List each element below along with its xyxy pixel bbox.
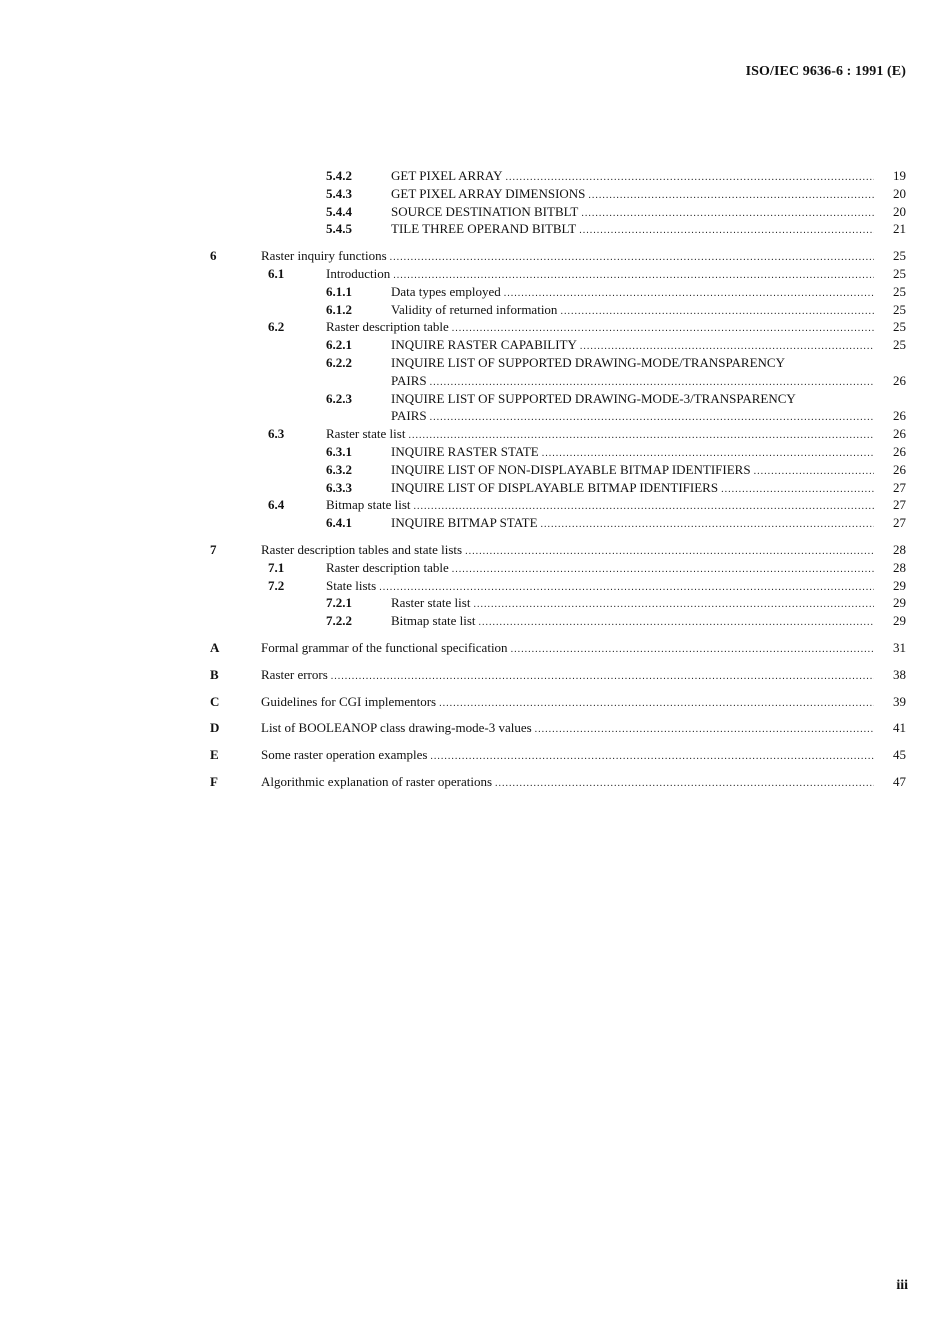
- toc-entry-number: E: [210, 747, 219, 763]
- toc-entry-title: GET PIXEL ARRAY: [391, 168, 503, 183]
- toc-entry-title-line: [391, 514, 874, 534]
- toc-entry[interactable]: [0, 746, 950, 764]
- dot-leader: [535, 721, 874, 739]
- toc-entry[interactable]: [0, 612, 950, 630]
- toc-entry[interactable]: [0, 390, 950, 408]
- toc-entry-page: 26: [893, 372, 906, 388]
- toc-entry-number: 7.2.2: [326, 613, 352, 629]
- dot-leader: [479, 614, 875, 632]
- toc-entry[interactable]: [0, 425, 950, 443]
- toc-entry[interactable]: [0, 693, 950, 711]
- dot-leader: [579, 222, 874, 240]
- toc-entry-page: 25: [893, 283, 906, 299]
- toc-entry-number: 7.2: [268, 577, 285, 593]
- toc-entry-title: Some raster operation examples: [261, 747, 428, 763]
- toc-entry-title-line: [391, 612, 874, 632]
- toc-entry[interactable]: [0, 336, 950, 354]
- toc-entry[interactable]: [0, 666, 950, 684]
- toc-entry-number: 6.4.1: [326, 515, 352, 531]
- toc-entry-title: Guidelines for CGI implementors: [261, 693, 437, 709]
- toc-entry[interactable]: [0, 461, 950, 479]
- toc-entry-page: 27: [893, 479, 906, 495]
- document-header: ISO/IEC 9636-6 : 1991 (E): [745, 64, 906, 79]
- toc-entry-title: INQUIRE LIST OF DISPLAYABLE BITMAP IDENTIFIERS: [391, 479, 719, 495]
- page-number: iii: [896, 1278, 908, 1293]
- toc-entry[interactable]: [0, 577, 950, 595]
- toc-entry-number: 6.3: [268, 426, 285, 442]
- toc-entry-number: 6.2.2: [326, 354, 352, 370]
- toc-entry[interactable]: [0, 203, 950, 221]
- toc-entry-number: 7: [210, 541, 217, 557]
- toc-entry-number: F: [210, 773, 218, 789]
- toc-entry-number: 6.1.2: [326, 301, 352, 317]
- toc-entry[interactable]: [0, 514, 950, 532]
- toc-entry-number: 6: [210, 248, 217, 264]
- toc-entry[interactable]: [0, 719, 950, 737]
- toc-entry-page: 26: [893, 426, 906, 442]
- toc-entry-page: 27: [893, 515, 906, 531]
- toc-entry-title: INQUIRE LIST OF NON-DISPLAYABLE BITMAP IDENTIFIERS: [391, 461, 751, 477]
- toc-entry-number: 5.4.3: [326, 185, 352, 201]
- toc-entry-number: 6.3.3: [326, 479, 352, 495]
- toc-entry-title-line: [261, 639, 874, 659]
- dot-leader: [439, 695, 874, 713]
- toc-entry-page: 26: [893, 408, 906, 424]
- toc-entry-title: State lists: [326, 577, 377, 593]
- toc-entry[interactable]: [0, 443, 950, 461]
- dot-leader: [511, 641, 874, 659]
- toc-entry-page: 29: [893, 577, 906, 593]
- toc-entry[interactable]: [0, 185, 950, 203]
- toc-entry-title: Validity of returned information: [391, 301, 558, 317]
- toc-entry-title: Raster state list: [326, 426, 406, 442]
- toc-entry[interactable]: [0, 283, 950, 301]
- toc-entry-title-line: [261, 719, 874, 739]
- toc-entry[interactable]: [0, 265, 950, 283]
- toc-entry-page: 39: [893, 693, 906, 709]
- toc-entry-title: Raster description table: [326, 559, 449, 575]
- toc-entry-title-line: [261, 746, 874, 766]
- toc-entry-number: 5.4.5: [326, 221, 352, 237]
- toc-entry-number: 6.3.2: [326, 461, 352, 477]
- toc-entry-page: 25: [893, 248, 906, 264]
- toc-entry[interactable]: [0, 372, 950, 390]
- toc-entry-title: Bitmap state list: [391, 613, 476, 629]
- toc-entry-title-line: [391, 390, 874, 408]
- toc-entry-number: B: [210, 666, 219, 682]
- toc-entry-title-line: [261, 666, 874, 686]
- toc-entry-page: 28: [893, 541, 906, 557]
- toc-entry-title: Raster description table: [326, 319, 449, 335]
- dot-leader: [430, 748, 874, 766]
- dot-leader: [541, 516, 874, 534]
- toc-entry-title: Data types employed: [391, 283, 501, 299]
- toc-entry-number: 6.3.1: [326, 443, 352, 459]
- toc-entry-title: Raster description tables and state lists: [261, 541, 463, 557]
- toc-entry-title: Algorithmic explanation of raster operations: [261, 773, 493, 789]
- toc-entry-number: 6.2.3: [326, 390, 352, 406]
- toc-entry-page: 28: [893, 559, 906, 575]
- toc-entry-title-line: [261, 693, 874, 713]
- toc-entry[interactable]: [0, 594, 950, 612]
- toc-entry[interactable]: [0, 354, 950, 372]
- toc-entry-title: TILE THREE OPERAND BITBLT: [391, 221, 577, 237]
- table-of-contents: [0, 167, 950, 791]
- toc-entry-title: Raster errors: [261, 666, 328, 682]
- toc-entry[interactable]: [0, 318, 950, 336]
- toc-entry-page: 41: [893, 720, 906, 736]
- toc-entry-page: 20: [893, 203, 906, 219]
- toc-entry-page: 25: [893, 319, 906, 335]
- toc-entry-page: 25: [893, 265, 906, 281]
- toc-entry-title: PAIRS: [391, 408, 427, 424]
- toc-entry-title: INQUIRE LIST OF SUPPORTED DRAWING-MODE/TRANSPARENCY: [391, 354, 785, 370]
- toc-entry[interactable]: [0, 301, 950, 319]
- toc-entry-number: 7.1: [268, 559, 285, 575]
- toc-entry-page: 21: [893, 221, 906, 237]
- toc-entry[interactable]: [0, 496, 950, 514]
- toc-entry-title: Raster state list: [391, 595, 471, 611]
- toc-entry-page: 20: [893, 185, 906, 201]
- toc-entry-page: 26: [893, 461, 906, 477]
- toc-entry-page: 31: [893, 639, 906, 655]
- toc-entry-number: 5.4.2: [326, 168, 352, 183]
- toc-entry[interactable]: [0, 479, 950, 497]
- toc-entry-page: 25: [893, 337, 906, 353]
- toc-entry-number: 7.2.1: [326, 595, 352, 611]
- toc-entry-number: C: [210, 693, 220, 709]
- toc-entry-number: 6.4: [268, 497, 285, 513]
- toc-entry-title: INQUIRE LIST OF SUPPORTED DRAWING-MODE-3/TRANSPARENCY: [391, 390, 796, 406]
- toc-entry-number: 6.1: [268, 265, 285, 281]
- toc-entry[interactable]: [0, 407, 950, 425]
- toc-entry-page: 47: [893, 773, 906, 789]
- toc-entry-title: SOURCE DESTINATION BITBLT: [391, 203, 579, 219]
- dot-leader: [331, 668, 874, 686]
- toc-entry-page: 38: [893, 666, 906, 682]
- toc-entry-page: 29: [893, 613, 906, 629]
- toc-entry-title-line: [261, 773, 874, 793]
- toc-entry-page: 29: [893, 595, 906, 611]
- toc-entry-title: Raster inquiry functions: [261, 248, 387, 264]
- toc-entry-number: 6.2.1: [326, 337, 352, 353]
- toc-entry-title: Formal grammar of the functional specification: [261, 639, 508, 655]
- toc-entry-number: 6.1.1: [326, 283, 352, 299]
- toc-entry-title-line: [391, 220, 874, 240]
- dot-leader: [495, 775, 874, 793]
- toc-entry-title-line: [391, 354, 874, 372]
- toc-entry-title: GET PIXEL ARRAY DIMENSIONS: [391, 185, 586, 201]
- toc-entry[interactable]: [0, 773, 950, 791]
- toc-entry-number: 5.4.4: [326, 203, 352, 219]
- toc-entry[interactable]: [0, 639, 950, 657]
- toc-entry-page: 27: [893, 497, 906, 513]
- toc-entry[interactable]: [0, 559, 950, 577]
- toc-entry[interactable]: [0, 541, 950, 559]
- toc-entry-page: 25: [893, 301, 906, 317]
- toc-entry-page: 45: [893, 747, 906, 763]
- toc-entry-title: INQUIRE RASTER STATE: [391, 443, 539, 459]
- toc-entry[interactable]: [0, 247, 950, 265]
- toc-entry-title: INQUIRE BITMAP STATE: [391, 515, 538, 531]
- toc-entry[interactable]: [0, 220, 950, 238]
- toc-entry-title: PAIRS: [391, 372, 427, 388]
- toc-entry-title: Introduction: [326, 265, 391, 281]
- toc-entry-title: INQUIRE RASTER CAPABILITY: [391, 337, 577, 353]
- toc-entry-title: Bitmap state list: [326, 497, 411, 513]
- toc-entry[interactable]: [0, 167, 950, 185]
- toc-entry-number: D: [210, 720, 220, 736]
- toc-entry-page: 26: [893, 443, 906, 459]
- toc-entry-number: A: [210, 639, 220, 655]
- toc-entry-title: List of BOOLEANOP class drawing-mode-3 values: [261, 720, 532, 736]
- toc-entry-number: 6.2: [268, 319, 285, 335]
- toc-entry-page: 19: [893, 168, 906, 183]
